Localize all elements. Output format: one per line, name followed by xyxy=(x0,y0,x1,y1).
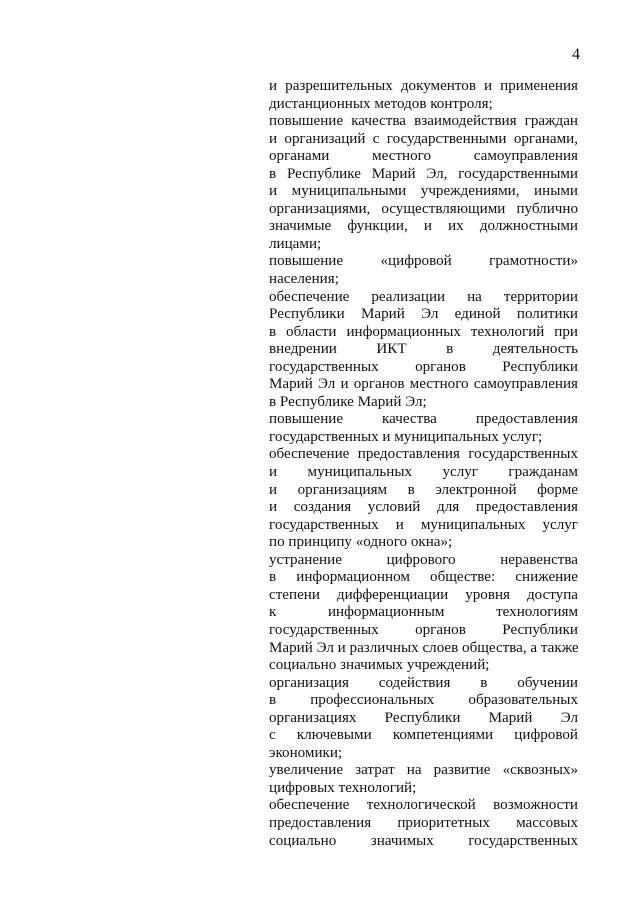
text-line: обеспечение технологической возможности xyxy=(269,797,578,814)
text-line: повышение «цифровой грамотности» xyxy=(269,253,578,270)
text-line: Марий Эл и различных слоев общества, а также xyxy=(269,639,579,656)
text-line: и муниципальными учреждениями, иными xyxy=(269,183,578,200)
text-line: обеспечение предоставления государственных xyxy=(269,446,578,463)
text-line: и организациям в электронной форме xyxy=(269,481,578,498)
text-line: населения; xyxy=(269,271,339,288)
text-line: внедрении ИКТ в деятельность xyxy=(269,341,578,358)
document-body xyxy=(269,78,578,850)
text-line: организациях Республики Марий Эл xyxy=(269,709,578,726)
text-line: по принципу «одного окна»; xyxy=(269,534,453,551)
text-line: государственных органов Республики xyxy=(269,358,578,375)
text-line: организация содействия в обучении xyxy=(269,674,578,691)
text-line: органами местного самоуправления xyxy=(269,148,578,165)
text-line: и создания условий для предоставления xyxy=(269,499,578,516)
text-line: социально значимых учреждений; xyxy=(269,657,490,674)
text-line: в области информационных технологий при xyxy=(269,323,578,340)
text-line: дистанционных методов контроля; xyxy=(269,95,493,112)
text-line: и организаций с государственными органами, xyxy=(269,130,578,147)
text-line: увеличение затрат на развитие «сквозных» xyxy=(269,762,578,779)
text-line: значимые функции, и их должностными xyxy=(269,218,578,235)
text-line: в профессиональных образовательных xyxy=(269,692,578,709)
text-line: и разрешительных документов и применения xyxy=(269,78,578,94)
text-line: лицами; xyxy=(269,235,322,252)
text-line: устранение цифрового неравенства xyxy=(269,551,578,568)
text-line: степени дифференциации уровня доступа xyxy=(269,586,578,603)
text-line: в информационном обществе: снижение xyxy=(269,569,578,586)
text-line: Марий Эл и органов местного самоуправления xyxy=(269,376,578,393)
text-line: экономики; xyxy=(269,744,343,761)
text-line: цифровых технологий; xyxy=(269,779,417,796)
text-line: повышение качества предоставления xyxy=(269,411,578,428)
text-line: в Республике Марий Эл, государственными xyxy=(269,165,578,182)
text-line: в Республике Марий Эл; xyxy=(269,393,427,410)
text-line: обеспечение реализации на территории xyxy=(269,288,578,305)
text-line: предоставления приоритетных массовых xyxy=(269,814,578,831)
text-line: государственных органов Республики xyxy=(269,621,578,638)
text-line: с ключевыми компетенциями цифровой xyxy=(269,727,578,744)
text-line: государственных и муниципальных услуг xyxy=(269,516,578,533)
text-line: и муниципальных услуг гражданам xyxy=(269,464,578,481)
page-number: 4 xyxy=(572,46,580,63)
text-line: социально значимых государственных xyxy=(269,832,578,849)
text-line: государственных и муниципальных услуг; xyxy=(269,428,543,445)
text-line: организациями, осуществляющими публично xyxy=(269,200,578,217)
text-line: Республики Марий Эл единой политики xyxy=(269,306,578,323)
text-line: к информационным технологиям xyxy=(269,604,578,621)
text-line: повышение качества взаимодействия граждан xyxy=(269,113,578,130)
